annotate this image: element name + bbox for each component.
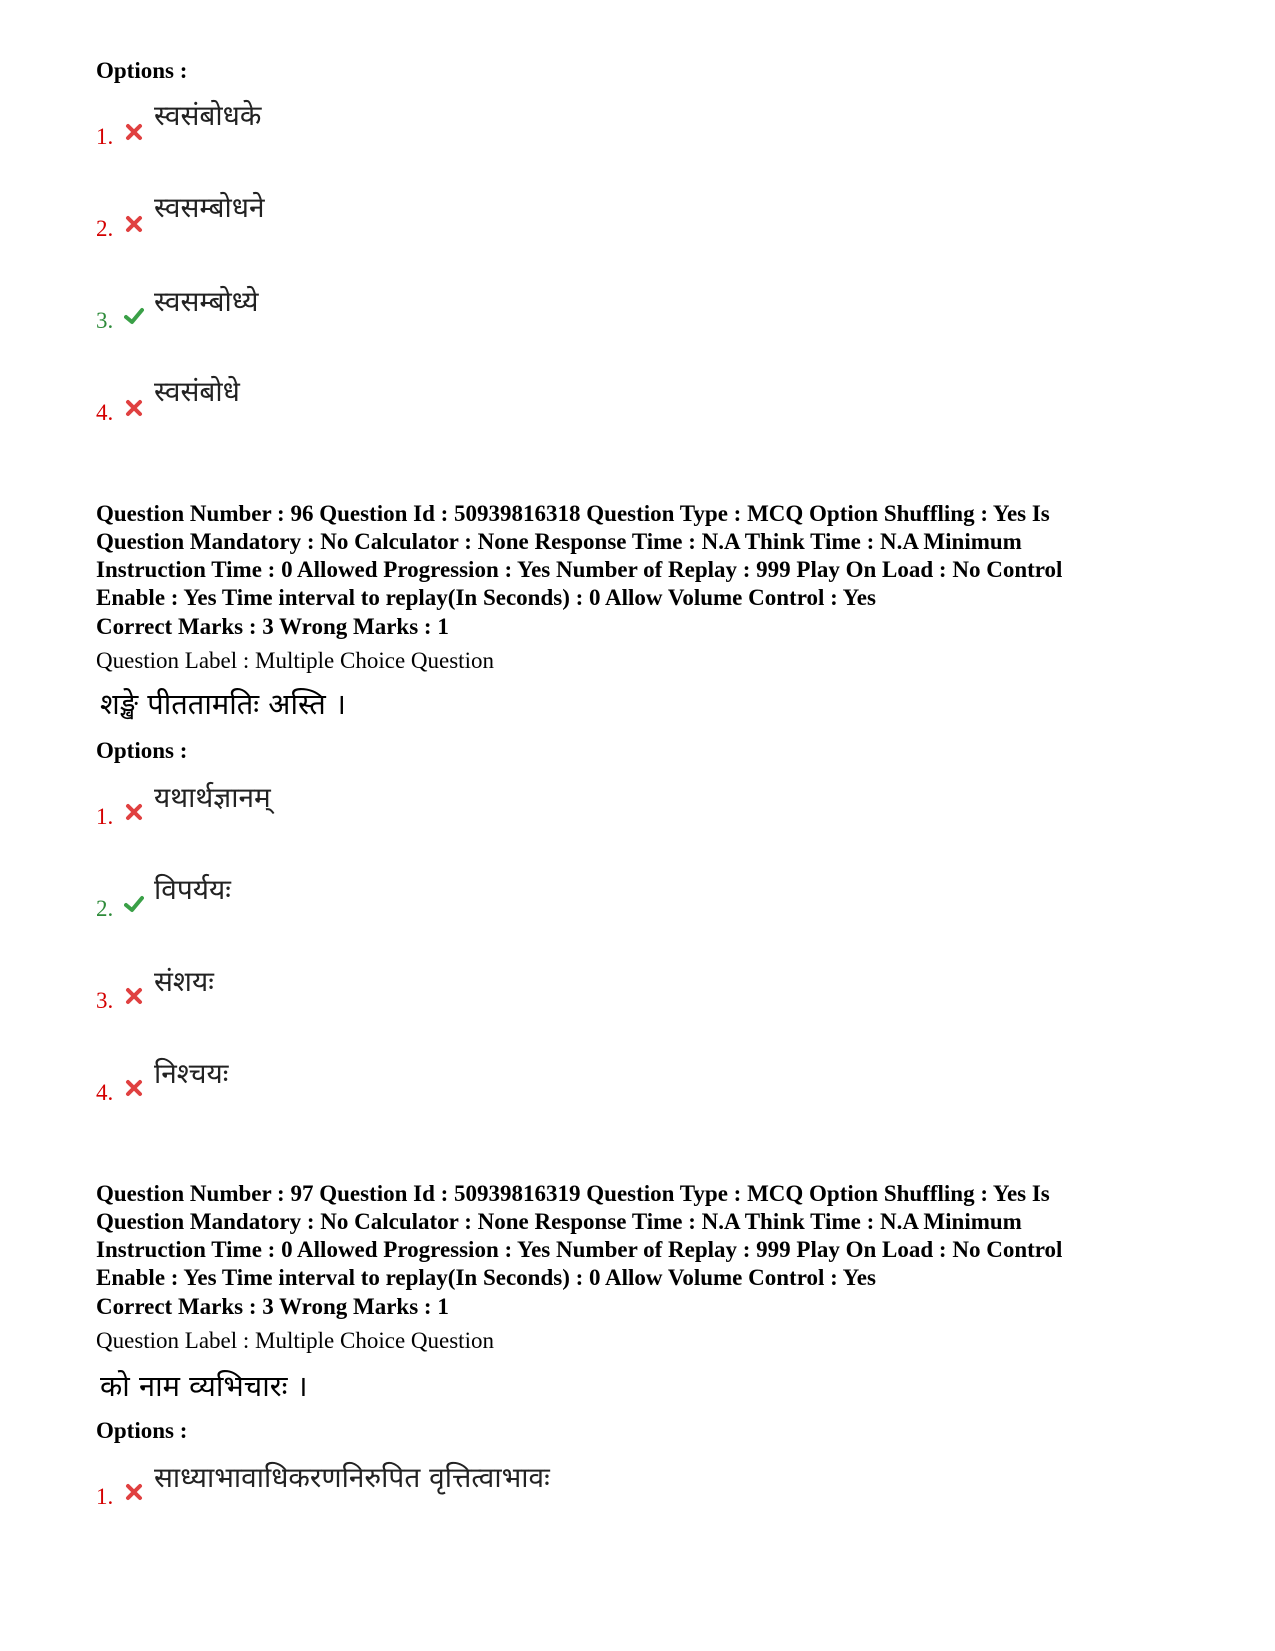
cross-mark-icon (124, 1078, 144, 1098)
option-number: 2. (96, 216, 114, 241)
question-label: Question Label : Multiple Choice Question (96, 1328, 494, 1353)
option-number: 4. (96, 1080, 114, 1105)
option-number: 1. (96, 804, 114, 829)
option-number: 4. (96, 400, 114, 425)
meta-line: Question Mandatory : No Calculator : None Response Time : N.A Think Time : N.A Minimum (96, 529, 1022, 554)
meta-line: Instruction Time : 0 Allowed Progression : Yes Number of Replay : 999 Play On Load : No Control (96, 1237, 1063, 1262)
option-text: स्वसंबोधके (154, 99, 262, 132)
meta-line: Question Number : 97 Question Id : 50939816319 Question Type : MCQ Option Shuffling : Yes Is (96, 1181, 1050, 1206)
option-text: निश्चयः (154, 1057, 229, 1090)
cross-mark-icon (124, 986, 144, 1006)
meta-line: Instruction Time : 0 Allowed Progression : Yes Number of Replay : 999 Play On Load : No Control (96, 557, 1063, 582)
options-heading: Options : (96, 58, 188, 83)
option-text: स्वसंबोधे (154, 375, 240, 408)
question-meta (96, 1180, 1196, 1292)
cross-mark-icon (124, 398, 144, 418)
cross-mark-icon (124, 122, 144, 142)
marks-info: Correct Marks : 3 Wrong Marks : 1 (96, 1294, 449, 1319)
option-number: 2. (96, 896, 114, 921)
question-meta (96, 500, 1196, 612)
question-label: Question Label : Multiple Choice Question (96, 648, 494, 673)
cross-mark-icon (124, 214, 144, 234)
meta-line: Question Mandatory : No Calculator : None Response Time : N.A Think Time : N.A Minimum (96, 1209, 1022, 1234)
option-text: यथार्थज्ञानम् (154, 781, 271, 814)
option-text: साध्याभावाधिकरणनिरुपित वृत्तित्वाभावः (154, 1461, 550, 1494)
check-mark-icon (124, 306, 144, 326)
option-number: 1. (96, 1484, 114, 1509)
question-text: को नाम व्यभिचारः । (100, 1369, 308, 1403)
option-number: 1. (96, 124, 114, 149)
option-number: 3. (96, 308, 114, 333)
cross-mark-icon (124, 1482, 144, 1502)
option-text: स्वसम्बोधने (154, 191, 265, 224)
option-text: संशयः (154, 965, 214, 998)
options-heading: Options : (96, 1418, 188, 1443)
options-heading: Options : (96, 738, 188, 763)
question-text: शङ्खे पीततामतिः अस्ति । (100, 687, 346, 721)
check-mark-icon (124, 894, 144, 914)
option-text: विपर्ययः (154, 873, 231, 906)
option-text: स्वसम्बोध्ये (154, 285, 259, 318)
meta-line: Question Number : 96 Question Id : 50939816318 Question Type : MCQ Option Shuffling : Yes Is (96, 501, 1050, 526)
option-number: 3. (96, 988, 114, 1013)
marks-info: Correct Marks : 3 Wrong Marks : 1 (96, 614, 449, 639)
meta-line: Enable : Yes Time interval to replay(In Seconds) : 0 Allow Volume Control : Yes (96, 1265, 876, 1290)
cross-mark-icon (124, 802, 144, 822)
meta-line: Enable : Yes Time interval to replay(In Seconds) : 0 Allow Volume Control : Yes (96, 585, 876, 610)
